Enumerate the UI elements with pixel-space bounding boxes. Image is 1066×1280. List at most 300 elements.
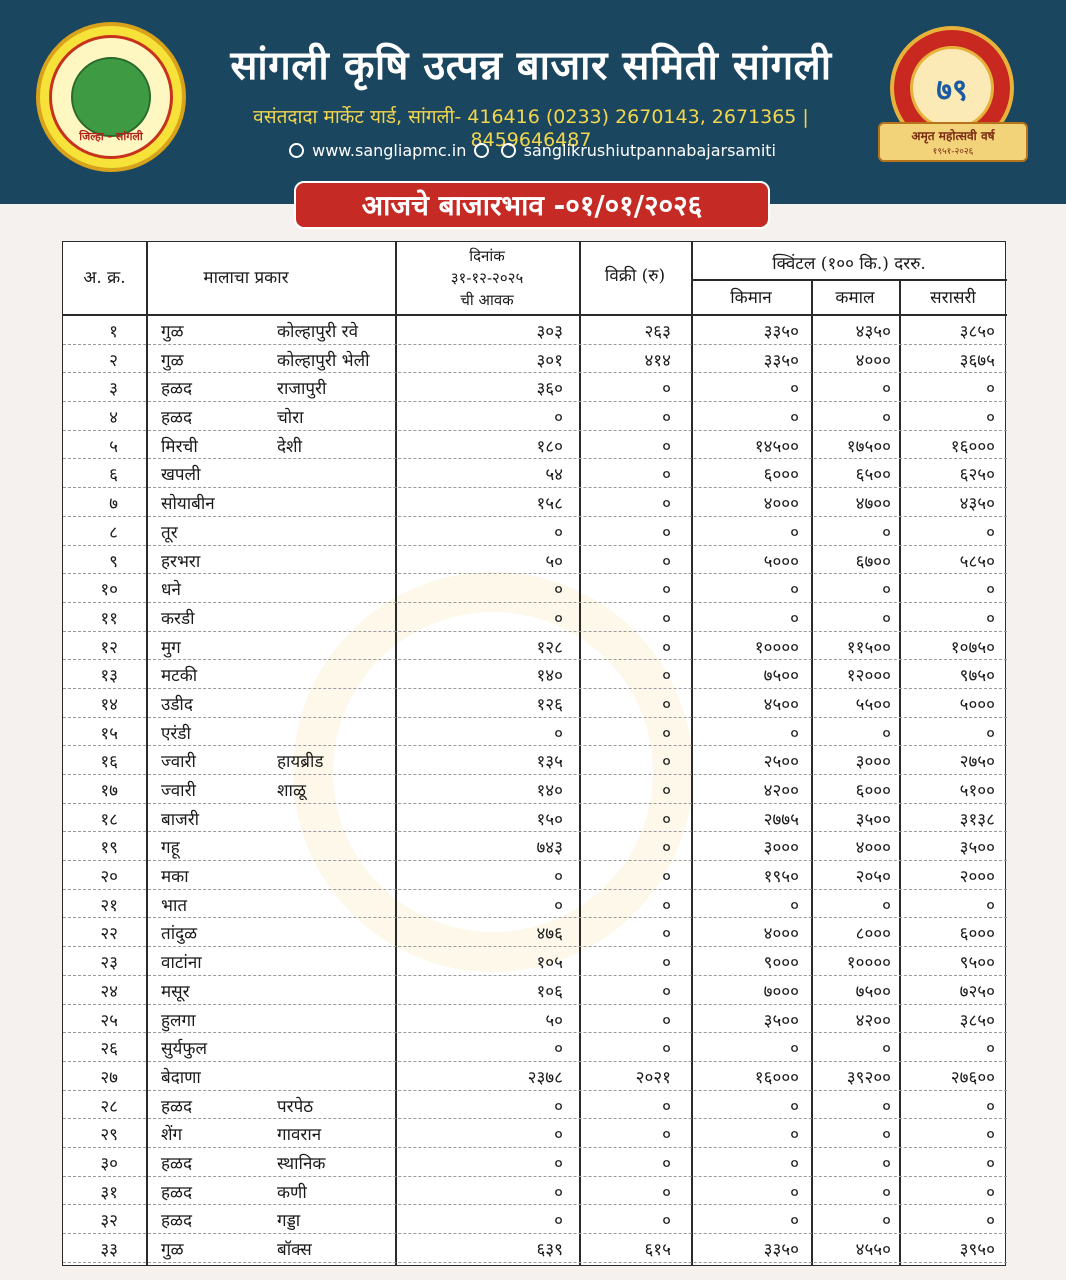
cell-sale: ० (662, 408, 671, 429)
cell-arrival: ३०३ (536, 322, 563, 342)
table-body (63, 316, 1007, 1263)
cell-min: ४२०० (763, 781, 799, 801)
table-row (63, 890, 1007, 919)
cell-commodity: गुळ (161, 350, 184, 371)
cell-arrival: ७४३ (536, 838, 563, 859)
cell-commodity: हळद (161, 379, 192, 400)
cell-avg: ५००० (959, 694, 995, 715)
cell-min: ४००० (763, 494, 799, 515)
cell-min: ० (790, 1153, 799, 1174)
cell-variety: स्थानिक (277, 1153, 326, 1174)
cell-variety: देशी (277, 436, 302, 457)
cell-max: ० (882, 408, 891, 429)
header-sale: विक्री (रु) (604, 266, 666, 286)
cell-max: ४००० (855, 350, 891, 371)
cell-serial: १३ (100, 666, 118, 687)
emblem-district-text: जिल्हा - सांगली (79, 130, 143, 143)
cell-arrival: ० (554, 1211, 563, 1232)
cell-min: ० (790, 1125, 799, 1146)
cell-arrival: १५८ (536, 494, 563, 515)
cell-avg: ६२५० (959, 465, 995, 486)
cell-arrival: १२८ (536, 637, 563, 658)
cell-arrival: ५४ (545, 465, 563, 486)
cell-serial: २७ (100, 1067, 118, 1088)
cell-arrival: १३५ (536, 752, 563, 773)
cell-arrival: ० (554, 1125, 563, 1146)
cell-sale: ० (662, 436, 671, 457)
cell-avg: ५८५० (959, 551, 995, 572)
cell-serial: १० (100, 580, 118, 601)
cell-serial: ३० (100, 1153, 118, 1174)
cell-min: ७५०० (763, 666, 799, 687)
cell-arrival: ४७६ (536, 924, 563, 945)
cell-max: ० (882, 1125, 891, 1146)
cell-serial: ११ (100, 608, 118, 629)
cell-min: ९००० (763, 953, 799, 974)
cell-sale: ० (662, 379, 671, 400)
cell-serial: १ (109, 322, 118, 342)
cell-avg: १०७५० (950, 637, 995, 658)
cell-serial: १७ (100, 781, 118, 801)
table-row (63, 1234, 1007, 1263)
cell-min: २५०० (763, 752, 799, 773)
cell-serial: ३२ (100, 1211, 118, 1232)
cell-sale: ० (662, 551, 671, 572)
cell-commodity: शेंग (161, 1125, 183, 1146)
cell-sale: ० (662, 752, 671, 773)
table-row (63, 861, 1007, 890)
cell-sale: ० (662, 494, 671, 515)
cell-avg: ० (986, 580, 995, 601)
table-row (63, 1177, 1007, 1206)
cell-sale: ० (662, 637, 671, 658)
cell-commodity: हळद (161, 1211, 192, 1232)
cell-arrival: ५० (545, 1010, 563, 1031)
cell-serial: २० (100, 867, 118, 888)
cell-commodity: एरंडी (161, 723, 191, 744)
header-arrival-line2: ३१-१२-२०२५ (450, 269, 524, 287)
cell-serial: १४ (100, 694, 118, 715)
cell-arrival: ० (554, 867, 563, 888)
cell-min: ३००० (763, 838, 799, 859)
cell-serial: २४ (100, 981, 118, 1002)
cell-arrival: ५० (545, 551, 563, 572)
cell-avg: ० (986, 408, 995, 429)
mahotsav-ribbon-years: १९५१-२०२६ (932, 147, 974, 157)
cell-max: ० (882, 580, 891, 601)
table-row (63, 718, 1007, 747)
table-row (63, 459, 1007, 488)
org-title: सांगली कृषि उत्पन्न बाजार समिती सांगली (230, 43, 832, 89)
table-row (63, 976, 1007, 1005)
cell-avg: ० (986, 522, 995, 543)
table-row (63, 804, 1007, 833)
table-row (63, 632, 1007, 661)
cell-min: ७००० (763, 981, 799, 1002)
cell-max: ६७०० (855, 551, 891, 572)
cell-arrival: २३७८ (527, 1067, 563, 1088)
table-row (63, 488, 1007, 517)
header-avg: सरासरी (930, 288, 976, 308)
cell-arrival: ० (554, 1153, 563, 1174)
table-row (63, 947, 1007, 976)
cell-serial: १५ (100, 723, 118, 744)
cell-commodity: बेदाणा (161, 1067, 201, 1088)
cell-serial: ७ (109, 494, 118, 515)
cell-avg: ० (986, 1182, 995, 1203)
table-row (63, 832, 1007, 861)
apmc-emblem-logo (36, 22, 186, 172)
cell-arrival: ० (554, 522, 563, 543)
cell-avg: ० (986, 608, 995, 629)
header-min: किमान (730, 288, 772, 308)
table-row (63, 1033, 1007, 1062)
cell-arrival: १०५ (536, 953, 563, 974)
cell-sale: ० (662, 608, 671, 629)
cell-arrival: ३०१ (536, 350, 563, 371)
cell-commodity: गहू (161, 838, 180, 859)
cell-variety: कोल्हापुरी रवे (277, 322, 359, 342)
cell-min: ० (790, 895, 799, 916)
cell-min: २७७५ (763, 809, 799, 830)
table-row (63, 1091, 1007, 1120)
cell-variety: गड्डा (277, 1211, 301, 1232)
cell-serial: २५ (100, 1010, 118, 1031)
cell-min: ० (790, 1039, 799, 1060)
cell-min: ३५०० (763, 1010, 799, 1031)
emblem-tree-icon (71, 57, 151, 137)
cell-commodity: हरभरा (161, 551, 201, 572)
org-address: वसंतदादा मार्केट यार्ड, सांगली- 416416 (0233) 2670143, 2671365 | 8459646487 (253, 106, 809, 151)
cell-serial: २६ (100, 1039, 118, 1060)
cell-min: ३३५० (763, 1240, 799, 1260)
globe-icon (289, 143, 304, 158)
cell-avg: ३८५० (959, 1010, 995, 1031)
cell-sale: ० (662, 1039, 671, 1060)
cell-variety: कोल्हापुरी भेली (277, 350, 370, 371)
table-row (63, 546, 1007, 575)
cell-avg: ० (986, 895, 995, 916)
cell-max: ८००० (855, 924, 891, 945)
cell-avg: ३८५० (959, 322, 995, 342)
header-arrival-line1: दिनांक (469, 247, 505, 265)
cell-max: ० (882, 1153, 891, 1174)
website-link[interactable]: www.sangliapmc.in (312, 141, 467, 160)
instagram-icon[interactable] (501, 143, 516, 158)
table-row (63, 1005, 1007, 1034)
cell-max: ३५०० (855, 809, 891, 830)
cell-serial: १६ (100, 752, 118, 773)
cell-commodity: धने (161, 580, 181, 601)
cell-min: ० (790, 1096, 799, 1117)
cell-serial: ४ (109, 408, 118, 429)
cell-sale: ० (662, 1211, 671, 1232)
cell-min: १६००० (754, 1067, 799, 1088)
cell-max: ० (882, 522, 891, 543)
table-row (63, 402, 1007, 431)
cell-max: ४२०० (855, 1010, 891, 1031)
cell-avg: ० (986, 1039, 995, 1060)
cell-commodity: ज्वारी (161, 781, 196, 801)
cell-variety: चोरा (277, 408, 304, 429)
cell-avg: ४३५० (959, 494, 995, 515)
cell-sale: ० (662, 781, 671, 801)
header-subdivider (691, 279, 1007, 281)
cell-min: ४००० (763, 924, 799, 945)
cell-serial: ६ (109, 465, 118, 486)
cell-max: ० (882, 1039, 891, 1060)
cell-commodity: बाजरी (161, 809, 200, 830)
cell-max: ११५०० (846, 637, 891, 658)
cell-commodity: गुळ (161, 322, 184, 342)
cell-arrival: ० (554, 723, 563, 744)
cell-commodity: सुर्यफुल (161, 1039, 207, 1060)
cell-sale: ० (662, 723, 671, 744)
cell-min: ३३५० (763, 322, 799, 342)
table-row (63, 746, 1007, 775)
cell-min: ० (790, 1211, 799, 1232)
cell-arrival: ० (554, 895, 563, 916)
cell-variety: शाळू (277, 781, 306, 801)
cell-max: ० (882, 895, 891, 916)
cell-commodity: खपली (161, 465, 201, 486)
cell-commodity: मुग (161, 637, 181, 658)
cell-avg: २७६०० (950, 1067, 995, 1088)
todays-rates-banner: आजचे बाजारभाव -०१/०१/२०२६ (294, 181, 770, 229)
social-handle[interactable]: sanglikrushiutpannabajarsamiti (523, 141, 776, 160)
cell-min: ० (790, 723, 799, 744)
table-row (63, 1062, 1007, 1091)
cell-arrival: ० (554, 408, 563, 429)
cell-avg: ५१०० (959, 781, 995, 801)
cell-commodity: हळद (161, 1182, 192, 1203)
cell-max: ६००० (855, 781, 891, 801)
cell-commodity: ज्वारी (161, 752, 196, 773)
cell-avg: ९७५० (959, 666, 995, 687)
cell-max: ३००० (855, 752, 891, 773)
cell-serial: १८ (100, 809, 118, 830)
cell-avg: ० (986, 723, 995, 744)
cell-commodity: तूर (161, 522, 178, 543)
amrut-mahotsav-logo (878, 26, 1028, 166)
table-row (63, 517, 1007, 546)
cell-min: ० (790, 379, 799, 400)
cell-sale: ० (662, 1182, 671, 1203)
cell-arrival: ० (554, 608, 563, 629)
cell-variety: राजापुरी (277, 379, 327, 400)
cell-sale: ० (662, 895, 671, 916)
cell-commodity: तांदुळ (161, 924, 198, 945)
table-row (63, 660, 1007, 689)
cell-serial: ३१ (100, 1182, 118, 1203)
rate-table (62, 241, 1006, 1266)
cell-max: ० (882, 1096, 891, 1117)
cell-max: ४५५० (855, 1240, 891, 1260)
cell-max: १२००० (846, 666, 891, 687)
table-row (63, 918, 1007, 947)
cell-serial: २१ (100, 895, 118, 916)
cell-max: ४७०० (855, 494, 891, 515)
table-row (63, 689, 1007, 718)
cell-sale: ० (662, 981, 671, 1002)
cell-sale: ० (662, 465, 671, 486)
cell-commodity: हळद (161, 1096, 192, 1117)
cell-min: ६००० (763, 465, 799, 486)
cell-avg: ३५०० (959, 838, 995, 859)
cell-variety: हायब्रीड (277, 752, 324, 773)
cell-serial: ३३ (100, 1240, 118, 1260)
cell-max: ० (882, 723, 891, 744)
cell-sale: ० (662, 1153, 671, 1174)
mahotsav-ribbon (878, 122, 1028, 162)
header-arrival-line3: ची आवक (460, 291, 514, 309)
cell-avg: ६००० (959, 924, 995, 945)
cell-avg: २७५० (959, 752, 995, 773)
cell-min: १९५० (763, 867, 799, 888)
cell-min: ० (790, 408, 799, 429)
cell-max: १०००० (846, 953, 891, 974)
cell-serial: ८ (109, 522, 118, 543)
cell-min: ० (790, 608, 799, 629)
cell-sale: ० (662, 522, 671, 543)
cell-sale: ० (662, 867, 671, 888)
cell-min: १०००० (754, 637, 799, 658)
header-rate-group: क्विंटल (१०० कि.) दररु. (772, 254, 926, 274)
cell-avg: ० (986, 1211, 995, 1232)
cell-arrival: ० (554, 1096, 563, 1117)
cell-max: ० (882, 608, 891, 629)
cell-sale: ० (662, 1096, 671, 1117)
emblem-ring (49, 35, 173, 159)
cell-commodity: हळद (161, 1153, 192, 1174)
cell-sale: ० (662, 924, 671, 945)
cell-avg: ० (986, 1125, 995, 1146)
cell-serial: २ (109, 350, 118, 371)
table-row (63, 1148, 1007, 1177)
cell-commodity: गुळ (161, 1240, 184, 1260)
table-row (63, 373, 1007, 402)
cell-max: ५५०० (855, 694, 891, 715)
cell-max: ४३५० (855, 322, 891, 342)
cell-serial: १२ (100, 637, 118, 658)
cell-min: ४५०० (763, 694, 799, 715)
cell-variety: गावरान (277, 1125, 322, 1146)
cell-commodity: मसूर (161, 981, 190, 1002)
cell-sale: ० (662, 838, 671, 859)
table-row (63, 431, 1007, 460)
cell-sale: ० (662, 666, 671, 687)
table-row (63, 775, 1007, 804)
cell-serial: ५ (109, 436, 118, 457)
cell-arrival: १४० (536, 781, 563, 801)
cell-min: ० (790, 580, 799, 601)
cell-min: १४५०० (754, 436, 799, 457)
cell-max: ३९२०० (846, 1067, 891, 1088)
cell-max: ० (882, 1211, 891, 1232)
cell-commodity: करडी (161, 608, 195, 629)
cell-serial: २२ (100, 924, 118, 945)
cell-min: ० (790, 522, 799, 543)
table-row (63, 603, 1007, 632)
cell-avg: ३१३८ (959, 809, 995, 830)
cell-arrival: ० (554, 1039, 563, 1060)
cell-min: ३३५० (763, 350, 799, 371)
cell-serial: २९ (100, 1125, 118, 1146)
social-links (196, 141, 866, 160)
cell-max: ० (882, 379, 891, 400)
facebook-icon[interactable] (474, 143, 489, 158)
cell-sale: ० (662, 1125, 671, 1146)
header-bar (0, 0, 1066, 204)
cell-arrival: १५० (536, 809, 563, 830)
table-row (63, 1205, 1007, 1234)
cell-sale: २०२१ (635, 1067, 671, 1088)
cell-commodity: सोयाबीन (161, 494, 215, 515)
header-serial: अ. क्र. (83, 268, 126, 288)
cell-variety: कणी (277, 1182, 307, 1203)
cell-commodity: हळद (161, 408, 192, 429)
cell-arrival: १२६ (536, 694, 563, 715)
cell-avg: १६००० (950, 436, 995, 457)
cell-commodity: भात (161, 895, 188, 916)
cell-max: ४००० (855, 838, 891, 859)
cell-sale: ० (662, 694, 671, 715)
cell-sale: ४१४ (644, 350, 671, 371)
header-commodity: मालाचा प्रकार (203, 268, 289, 288)
cell-avg: ३९५० (959, 1240, 995, 1260)
cell-sale: ० (662, 1010, 671, 1031)
cell-max: ६५०० (855, 465, 891, 486)
header-max: कमाल (835, 288, 875, 308)
cell-arrival: १४० (536, 666, 563, 687)
cell-serial: २३ (100, 953, 118, 974)
mahotsav-number: ७९ (910, 46, 994, 130)
cell-sale: ० (662, 953, 671, 974)
table-row (63, 316, 1007, 345)
cell-max: ७५०० (855, 981, 891, 1002)
cell-serial: १९ (100, 838, 118, 859)
cell-arrival: ० (554, 1182, 563, 1203)
cell-commodity: मका (161, 867, 189, 888)
cell-max: १७५०० (846, 436, 891, 457)
cell-avg: ० (986, 1096, 995, 1117)
cell-arrival: ० (554, 580, 563, 601)
cell-commodity: उडीद (161, 694, 193, 715)
cell-avg: २००० (959, 867, 995, 888)
cell-min: ० (790, 1182, 799, 1203)
cell-avg: ३६७५ (959, 350, 995, 371)
cell-min: ५००० (763, 551, 799, 572)
cell-arrival: ३६० (536, 379, 563, 400)
cell-arrival: ६३९ (536, 1240, 563, 1260)
cell-sale: २६३ (644, 322, 671, 342)
cell-sale: ० (662, 809, 671, 830)
cell-serial: ९ (109, 551, 118, 572)
cell-avg: ९५०० (959, 953, 995, 974)
cell-serial: २८ (100, 1096, 118, 1117)
cell-arrival: १८० (536, 436, 563, 457)
cell-commodity: वाटांना (161, 953, 202, 974)
table-row (63, 1119, 1007, 1148)
cell-sale: ० (662, 580, 671, 601)
cell-variety: परपेठ (277, 1096, 314, 1117)
cell-avg: ० (986, 379, 995, 400)
cell-commodity: हुलगा (161, 1010, 196, 1031)
cell-commodity: मिरची (161, 436, 198, 457)
cell-avg: ७२५० (959, 981, 995, 1002)
cell-variety: बॉक्स (277, 1240, 312, 1260)
cell-max: ० (882, 1182, 891, 1203)
